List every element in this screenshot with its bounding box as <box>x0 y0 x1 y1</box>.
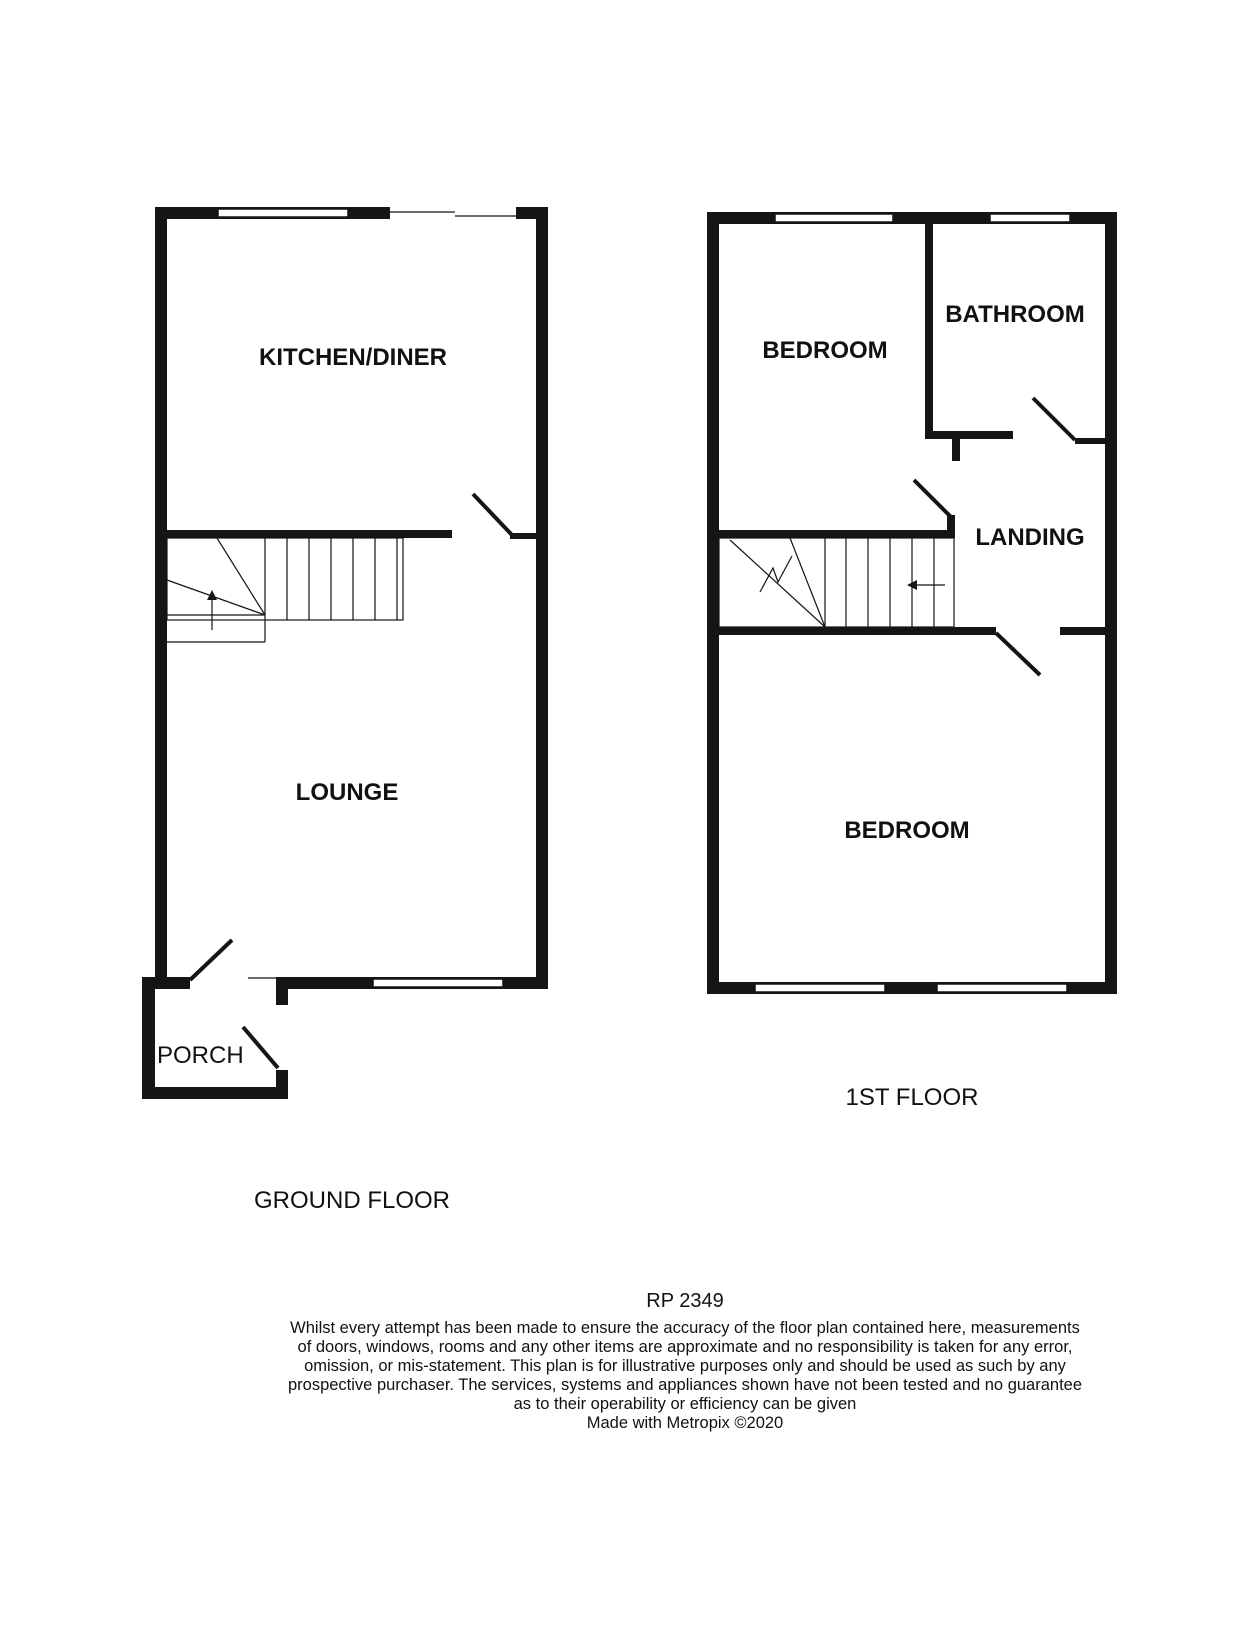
ground-floor-label: GROUND FLOOR <box>253 1187 451 1214</box>
first-left-wall <box>707 212 719 994</box>
rear-bedroom-window <box>775 214 893 222</box>
bathroom-label: BATHROOM <box>945 301 1085 328</box>
disclaimer-line: Whilst every attempt has been made to ensure the accuracy of the floor plan contained here, measurements <box>290 1319 1080 1337</box>
bathroom-door <box>1033 398 1075 440</box>
bathroom-left-wall <box>925 224 933 439</box>
front-bedroom-top-wall <box>719 627 996 635</box>
kitchen-door <box>473 494 512 535</box>
rear-bedroom-lower-wall <box>719 530 954 538</box>
ground-left-wall <box>155 207 167 989</box>
front-bedroom-window-right <box>937 984 1067 992</box>
kitchen-window <box>218 209 348 217</box>
porch-label: PORCH <box>157 1042 244 1069</box>
bathroom-window <box>990 214 1070 222</box>
first-right-wall <box>1105 218 1117 994</box>
first-staircase <box>719 538 954 627</box>
rear-bedroom-door <box>914 480 952 518</box>
disclaimer-line: as to their operability or efficiency can be given <box>513 1395 857 1413</box>
lounge-window <box>373 979 503 987</box>
porch-area <box>142 977 288 1099</box>
rear-bedroom-label: BEDROOM <box>762 337 888 364</box>
credit-line: Made with Metropix ©2020 <box>586 1414 784 1432</box>
disclaimer-block <box>225 1290 1145 1433</box>
plan-reference: RP 2349 <box>646 1290 724 1312</box>
ground-floor-plan <box>142 206 548 1099</box>
first-floor-label: 1ST FLOOR <box>845 1084 979 1111</box>
front-bedroom-label: BEDROOM <box>844 817 970 844</box>
first-floor-plan <box>707 212 1117 994</box>
front-bedroom-window-left <box>755 984 885 992</box>
disclaimer-line: omission, or mis-statement. This plan is for illustrative purposes only and should be used as such by any <box>304 1357 1066 1375</box>
disclaimer-line: prospective purchaser. The services, systems and appliances shown have not been tested and no guarantee <box>287 1376 1083 1394</box>
ground-staircase <box>167 538 403 642</box>
porch-door <box>243 1027 278 1068</box>
kitchen-diner-label: KITCHEN/DINER <box>258 344 448 371</box>
disclaimer-line: of doors, windows, rooms and any other items are approximate and no responsibility is taken for any error, <box>297 1338 1073 1356</box>
lounge-label: LOUNGE <box>295 779 399 806</box>
ground-right-wall <box>536 212 548 989</box>
patio-door-opening <box>388 206 518 220</box>
front-bedroom-door <box>996 633 1040 675</box>
landing-label: LANDING <box>975 524 1085 551</box>
ground-front-wall-left <box>155 977 190 989</box>
lounge-door <box>190 940 232 980</box>
kitchen-lounge-wall <box>167 530 452 538</box>
